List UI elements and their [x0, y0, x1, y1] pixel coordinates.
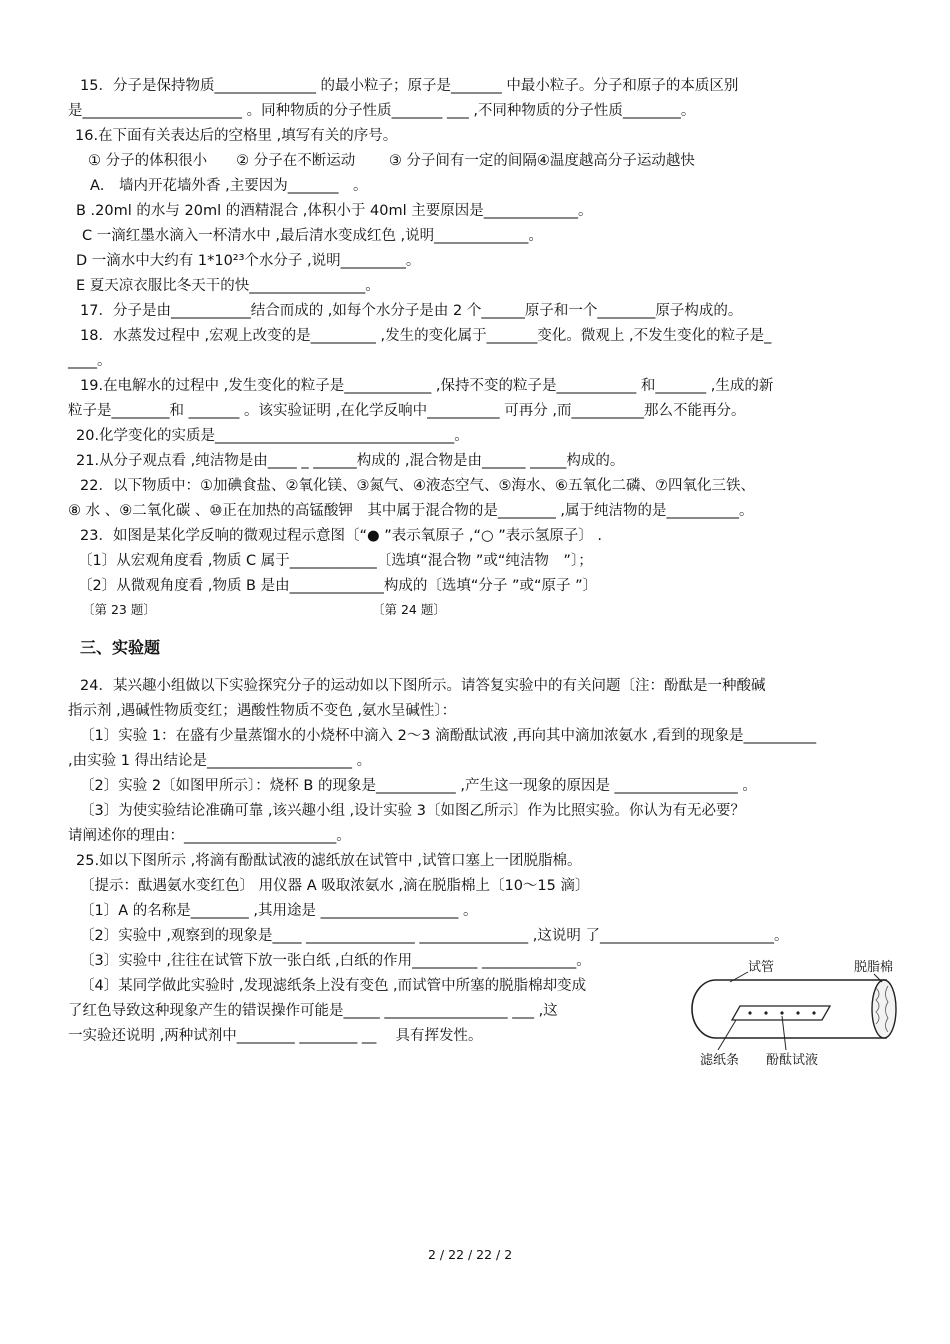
- q25: 25.如以下图所示 ,将滴有酚酞试液的滤纸放在试管中 ,试管口塞上一团脱脂棉。: [76, 853, 582, 869]
- q16-e: E 夏天凉衣服比冬天干的快________________。: [76, 278, 380, 294]
- q16-c: C 一滴红墨水滴入一杯清水中 ,最后清水变成红色 ,说明_____________。: [82, 228, 543, 244]
- q16-options: ① 分子的体积很小 ② 分子在不断运动 ③ 分子间有一定的间隔④温度越高分子运动越快: [88, 153, 695, 169]
- label-filter-paper: 滤纸条: [700, 1053, 740, 1068]
- q16-title: 16.在下面有关表达后的空格里 ,填写有关的序号。: [75, 128, 398, 144]
- q23-part-2: 〔2〕从微观角度看 ,物质 B 是由_____________构成的〔选填“分子 ”或“原子 ”〕: [78, 578, 598, 594]
- q24-line-2: 指示剂 ,遇碱性物质变红；遇酸性物质不变色 ,氨水呈碱性〕：: [68, 703, 457, 719]
- caption-q23: 〔第 23 题〕: [82, 602, 156, 617]
- q25-part-2: 〔2〕实验中 ,观察到的现象是____ _______________ _______________ ,这说明 了________________________。: [80, 928, 789, 944]
- q16-a: A． 墙内开花墙外香 ,主要因为_______ 。: [90, 178, 368, 194]
- q25-part-3: 〔3〕实验中 ,往往在试管下放一张白纸 ,白纸的作用_________ _____________。: [80, 953, 591, 969]
- q22-line-2: ⑧ 水 、⑨二氧化碳 、⑩正在加热的高锰酸钾 其中属于混合物的是________ ,属于纯洁物的是__________。: [68, 503, 754, 519]
- q17: 17．分子是由___________结合而成的 ,如每个水分子是由 2 个______原子和一个________原子构成的。: [80, 303, 743, 319]
- q25-part-4-line-2: 了红色导致这种现象产生的错误操作可能是_____ _________________ ___ ,这: [68, 1003, 558, 1019]
- q15-line-1: 15．分子是保持物质______________ 的最小粒子；原子是_______ 中最小粒子。分子和原子的本质区别: [80, 78, 739, 94]
- test-tube-figure: [688, 958, 910, 1070]
- q24-part-1-line-2: ,由实验 1 得出结论是____________________ 。: [68, 753, 372, 769]
- q23-part-1: 〔1〕从宏观角度看 ,物质 C 属于____________〔选填“混合物 ”或“纯洁物 ”〕；: [78, 553, 593, 569]
- q24-part-2: 〔2〕实验 2〔如图甲所示〕：烧杯 B 的现象是___________ ,产生这一现象的原因是 _________________ 。: [80, 778, 757, 794]
- q15-line-2: 是______________________ 。同种物质的分子性质_______ ___ ,不同种物质的分子性质________。: [68, 103, 696, 119]
- label-cotton: 脱脂棉: [854, 960, 894, 975]
- q25-part-4-line-3: 一实验还说明 ,两种试剂中________ ________ __ 具有挥发性。: [68, 1028, 483, 1044]
- q25-part-4-line-1: 〔4〕某同学做此实验时 ,发现滤纸条上没有变色 ,而试管中所塞的脱脂棉却变成: [80, 978, 587, 994]
- cotton-plug: [872, 980, 896, 1038]
- q24-part-3-line-2: 请阐述你的理由：_____________________。: [68, 828, 351, 844]
- q21: 21.从分子观点看 ,纯洁物是由____ _ ______构成的 ,混合物是由______ _____构成的。: [76, 453, 625, 469]
- section-heading-experiments: 三、实验题: [80, 638, 161, 657]
- q18-line-2: ____。: [68, 353, 112, 369]
- q20: 20.化学变化的实质是_________________________________。: [76, 428, 469, 444]
- q23: 23．如图是某化学反响的微观过程示意图〔“● ”表示氧原子 ,“○ ”表示氢原子〕 .: [80, 528, 602, 544]
- label-phenolphthalein: 酚酞试液: [766, 1053, 819, 1068]
- q19-line-2: 粒子是________和 _______ 。该实验证明 ,在化学反响中__________ 可再分 ,而__________那么不能再分。: [68, 403, 746, 419]
- q19-line-1: 19.在电解水的过程中 ,发生变化的粒子是____________ ,保持不变的粒子是___________ 和_______ ,生成的新: [80, 378, 774, 394]
- q25-part-1: 〔1〕A 的名称是________ ,其用途是 ___________________ 。: [80, 903, 478, 919]
- q25-tip: 〔提示：酞遇氨水变红色〕 用仪器 A 吸取浓氨水 ,滴在脱脂棉上〔10～15 滴〕: [80, 878, 590, 894]
- page-footer: 2 / 22 / 22 / 2: [428, 1247, 513, 1262]
- label-test-tube: 试管: [748, 960, 775, 975]
- q16-b: B .20ml 的水与 20ml 的酒精混合 ,体积小于 40ml 主要原因是_____________。: [76, 203, 593, 219]
- q24-part-3-line-1: 〔3〕为使实验结论准确可靠 ,该兴趣小组 ,设计实验 3〔如图乙所示〕作为比照实验。你认为有无必要？: [80, 803, 745, 819]
- q16-d: D 一滴水中大约有 1*10²³个水分子 ,说明_________。: [76, 253, 421, 269]
- q22-line-1: 22．以下物质中：①加碘食盐、②氧化镁、③氮气、④液态空气、⑤海水、⑥五氧化二磷、⑦四氧化三铁、: [80, 478, 755, 494]
- q24-part-1-line-1: 〔1〕实验 1：在盛有少量蒸馏水的小烧杯中滴入 2～3 滴酚酞试液 ,再向其中滴加浓氨水 ,看到的现象是__________: [80, 728, 817, 744]
- caption-q24: 〔第 24 题〕: [372, 602, 446, 617]
- q24-line-1: 24．某兴趣小组做以下实验探究分子的运动如以下图所示。请答复实验中的有关问题〔注：酚酞是一种酸碱: [80, 678, 766, 694]
- q18-line-1: 18．水蒸发过程中 ,宏观上改变的是_________ ,发生的变化属于_______变化。微观上 ,不发生变化的粒子是_: [80, 328, 772, 344]
